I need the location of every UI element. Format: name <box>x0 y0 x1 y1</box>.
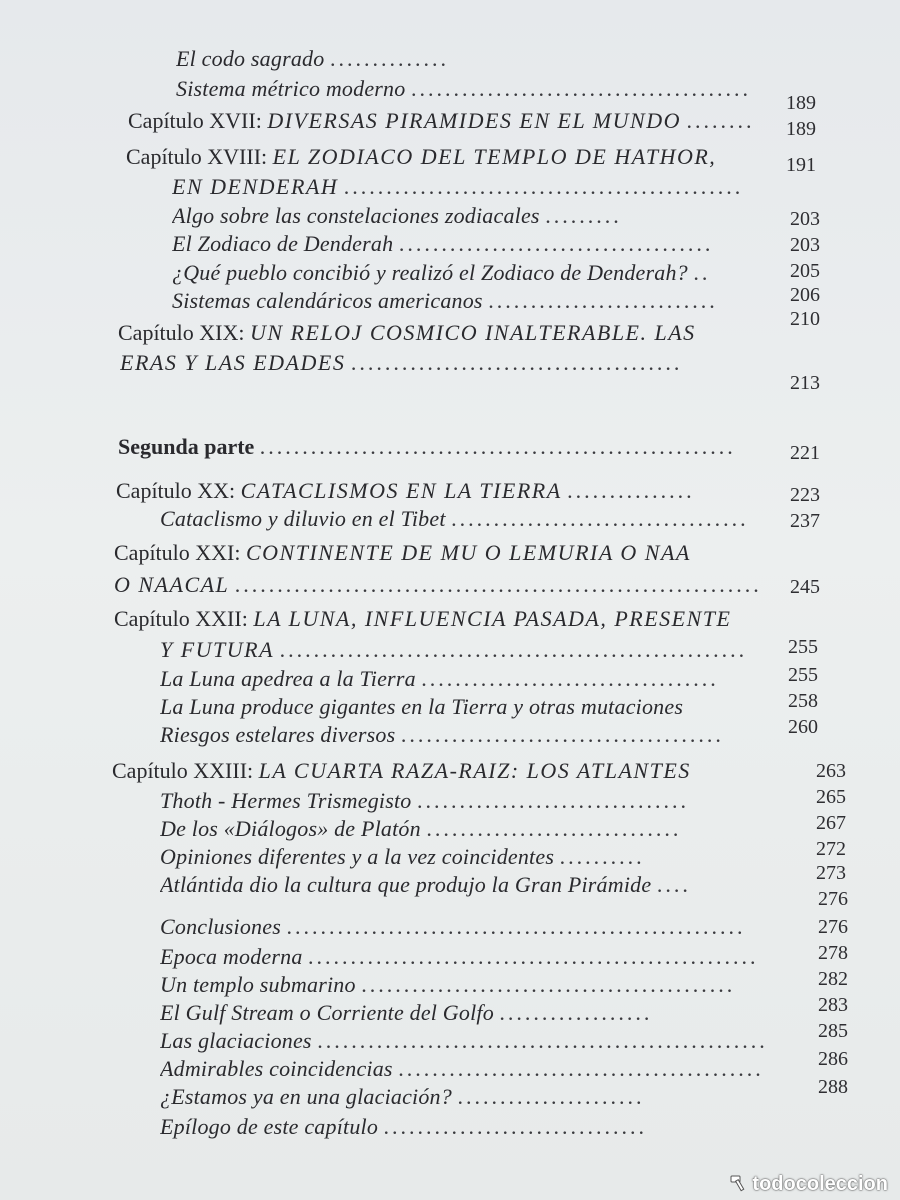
toc-entry <box>160 1026 800 1056</box>
page-number: 203 <box>790 234 820 256</box>
chapter-entry <box>114 604 794 634</box>
entry-title: ¿Estamos ya en una glaciación? <box>160 1084 452 1109</box>
toc-entry <box>172 229 762 259</box>
page-number: 221 <box>790 442 820 464</box>
entry-title: Sistemas calendáricos americanos <box>172 288 483 313</box>
watermark <box>728 1173 888 1196</box>
chapter-title: CONTINENTE DE MU O LEMURIA O NAA <box>246 540 691 565</box>
page-number: 205 <box>790 260 820 282</box>
toc-entry <box>176 44 736 74</box>
page-number: 283 <box>818 994 848 1016</box>
leader-dots: ....................................... <box>350 350 683 375</box>
toc-entry <box>172 258 772 288</box>
chapter-title: CATACLISMOS EN LA TIERRA <box>240 478 562 503</box>
leader-dots: ............................................ <box>361 972 736 997</box>
chapter-title: LA CUARTA RAZA-RAIZ: LOS ATLANTES <box>258 758 691 783</box>
leader-dots: ........................................................ <box>259 434 736 459</box>
page-number: 286 <box>818 1048 848 1070</box>
page-number: 189 <box>786 118 816 140</box>
entry-title: Las glaciaciones <box>160 1028 312 1053</box>
leader-dots: ..................................................... <box>317 1028 768 1053</box>
leader-dots: ..................................................... <box>308 944 759 969</box>
page-number: 285 <box>818 1020 848 1042</box>
toc-entry <box>160 504 780 534</box>
page-number: 213 <box>790 372 820 394</box>
entry-title: El Gulf Stream o Corriente del Golfo <box>160 1000 494 1025</box>
chapter-number: Capítulo XXII: <box>114 606 254 631</box>
leader-dots: .............................................................. <box>234 572 762 597</box>
chapter-number: Capítulo XXIII: <box>112 758 259 783</box>
page-number: 258 <box>788 690 818 712</box>
watermark-text: todocoleccion <box>752 1173 888 1195</box>
page-number: 276 <box>818 916 848 938</box>
toc-entry <box>160 998 800 1028</box>
leader-dots: ................................... <box>451 506 749 531</box>
entry-title: Epílogo de este capítulo <box>160 1114 379 1139</box>
leader-dots: ................................... <box>421 666 719 691</box>
toc-entry <box>160 870 800 900</box>
leader-dots: ......... <box>545 203 622 228</box>
page-number: 223 <box>790 484 820 506</box>
entry-title: Riesgos estelares diversos <box>160 722 396 747</box>
toc-entry <box>160 814 800 844</box>
chapter-entry <box>128 106 768 136</box>
entry-title: Conclusiones <box>160 914 281 939</box>
chapter-title: DIVERSAS PIRAMIDES EN EL MUNDO <box>267 108 681 133</box>
entry-title: La Luna apedrea a la Tierra <box>160 666 416 691</box>
page-number: 245 <box>790 576 820 598</box>
entry-title: El codo sagrado <box>176 46 325 71</box>
leader-dots: .. <box>693 260 711 285</box>
chapter-number: Capítulo XX: <box>116 478 241 503</box>
chapter-title-cont: ERAS Y LAS EDADES <box>120 350 346 375</box>
leader-dots: .............. <box>329 46 449 71</box>
page-number: 255 <box>788 664 818 686</box>
entry-title: La Luna produce gigantes en la Tierra y otras mutaciones <box>160 694 684 719</box>
chapter-title: LA LUNA, INFLUENCIA PASADA, PRESENTE <box>253 606 732 631</box>
page-number: 278 <box>818 942 848 964</box>
page-number: 206 <box>790 284 820 306</box>
leader-dots: .......... <box>559 844 645 869</box>
toc-entry <box>160 942 800 972</box>
entry-title: El Zodiaco de Denderah <box>172 231 394 256</box>
leader-dots: ................................ <box>417 788 689 813</box>
toc-entry <box>120 348 770 378</box>
page-number: 288 <box>818 1076 848 1098</box>
chapter-entry <box>112 756 812 786</box>
toc-entry <box>160 1054 800 1084</box>
chapter-entry <box>126 142 786 172</box>
page-number: 203 <box>790 208 820 230</box>
chapter-number: Capítulo XVIII: <box>126 144 273 169</box>
leader-dots: ........................................ <box>410 76 751 101</box>
toc-entry <box>160 970 800 1000</box>
leader-dots: ..................................... <box>398 231 714 256</box>
leader-dots: .............................. <box>426 816 682 841</box>
entry-title: Cataclismo y diluvio en el Tibet <box>160 506 446 531</box>
page-number: 267 <box>816 812 846 834</box>
page-number: 191 <box>786 154 816 176</box>
chapter-entry <box>114 538 794 568</box>
page-number: 237 <box>790 510 820 532</box>
page-number: 272 <box>816 838 846 860</box>
chapter-number: Capítulo XIX: <box>118 320 250 345</box>
chapter-number: Capítulo XXI: <box>114 540 246 565</box>
page-number: 255 <box>788 636 818 658</box>
toc-entry <box>160 692 790 722</box>
leader-dots: ............... <box>567 478 695 503</box>
toc-entry <box>160 664 780 694</box>
leader-dots: ...................................................... <box>286 914 746 939</box>
entry-title: Atlántida dio la cultura que produjo la Gran Pirámide <box>160 872 652 897</box>
leader-dots: ...................................... <box>400 722 724 747</box>
page-number: 263 <box>816 760 846 782</box>
toc-entry <box>160 720 780 750</box>
chapter-number: Capítulo XVII: <box>128 108 268 133</box>
page-number: 273 <box>816 862 846 884</box>
chapter-entry <box>116 476 776 506</box>
entry-title: ¿Qué pueblo concibió y realizó el Zodiaco de Denderah? <box>172 260 688 285</box>
chapter-entry <box>118 318 778 348</box>
toc-entry <box>160 635 780 665</box>
chapter-title-cont: O NAACAL <box>114 572 230 597</box>
entry-title: Opiniones diferentes y a la vez coincidentes <box>160 844 555 869</box>
leader-dots: ........ <box>686 108 755 133</box>
leader-dots: ........................................... <box>398 1056 764 1081</box>
page-number: 210 <box>790 308 820 330</box>
entry-title: De los «Diálogos» de Platón <box>160 816 421 841</box>
page-number: 282 <box>818 968 848 990</box>
toc-entry <box>160 1082 800 1112</box>
toc-entry <box>160 786 800 816</box>
entry-title: Un templo submarino <box>160 972 356 997</box>
part-entry <box>118 432 778 462</box>
toc-entry <box>172 201 762 231</box>
leader-dots: ............................... <box>383 1114 648 1139</box>
page-number: 265 <box>816 786 846 808</box>
toc-entry <box>114 570 774 600</box>
chapter-title-cont: EN DENDERAH <box>172 174 339 199</box>
hammer-icon <box>728 1173 748 1193</box>
toc-entry <box>172 286 762 316</box>
leader-dots: ...................... <box>457 1084 645 1109</box>
toc-entry <box>172 172 772 202</box>
leader-dots: ............................................... <box>343 174 744 199</box>
page-number: 189 <box>786 92 816 114</box>
entry-title: Thoth - Hermes Trismegisto <box>160 788 412 813</box>
leader-dots: ........................... <box>488 288 718 313</box>
toc-entry <box>160 1112 800 1142</box>
entry-title: Admirables coincidencias <box>160 1056 393 1081</box>
leader-dots: ....................................................... <box>279 637 748 662</box>
page-number: 260 <box>788 716 818 738</box>
chapter-title-cont: Y FUTURA <box>160 637 275 662</box>
entry-title: Algo sobre las constelaciones zodiacales <box>172 203 540 228</box>
entry-title: Sistema métrico moderno <box>176 76 406 101</box>
toc-entry <box>160 842 800 872</box>
part-title: Segunda parte <box>118 434 255 459</box>
leader-dots: .................. <box>499 1000 653 1025</box>
toc-entry <box>160 912 800 942</box>
page-number: 276 <box>818 888 848 910</box>
chapter-title: EL ZODIACO DEL TEMPLO DE HATHOR, <box>272 144 717 169</box>
leader-dots: .... <box>656 872 691 897</box>
entry-title: Epoca moderna <box>160 944 303 969</box>
toc-entry <box>176 74 756 104</box>
chapter-title: UN RELOJ COSMICO INALTERABLE. LAS <box>250 320 696 345</box>
